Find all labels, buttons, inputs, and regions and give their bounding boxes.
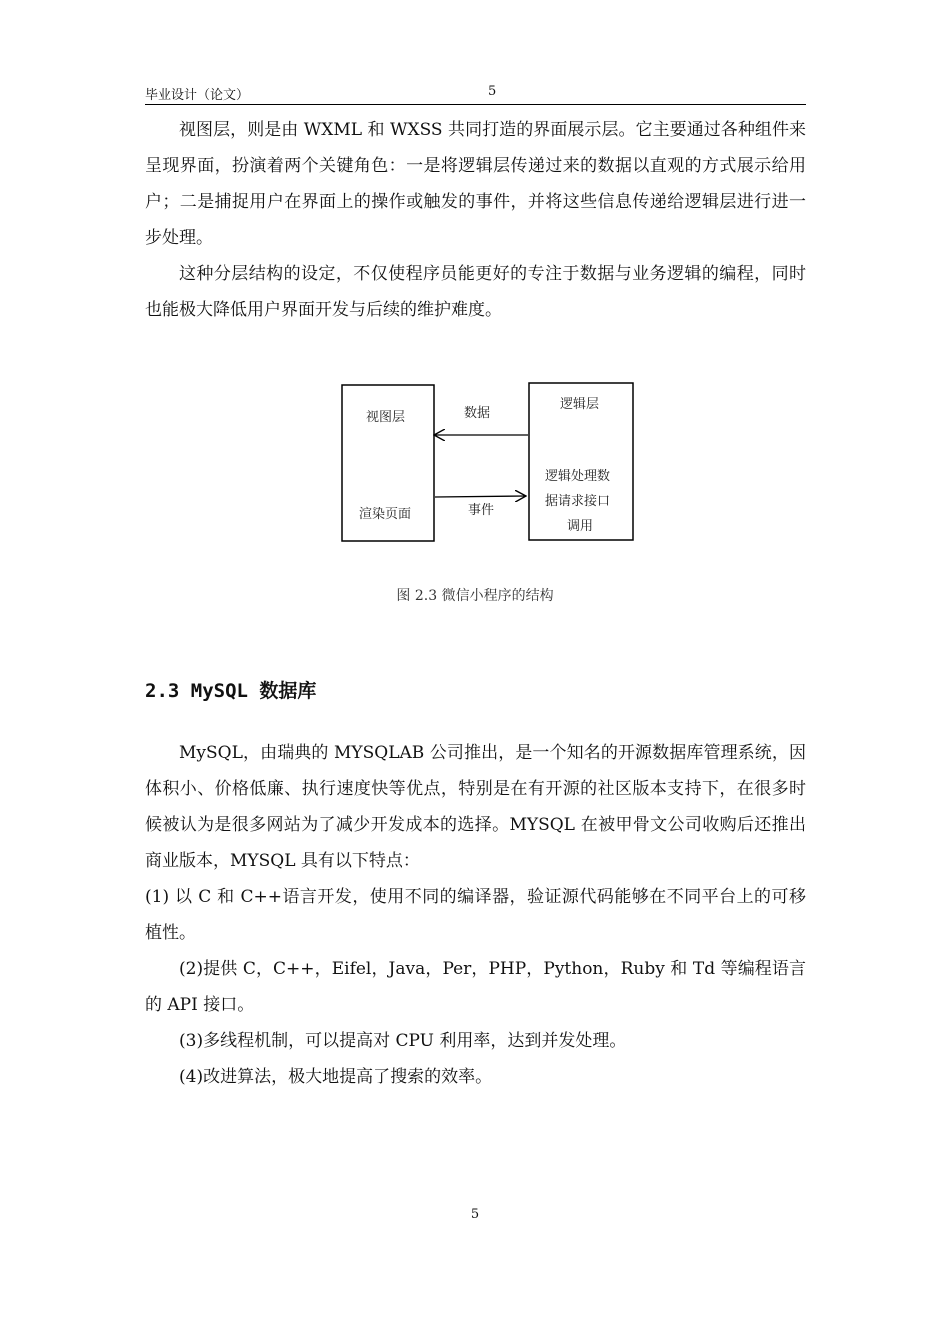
- logic-layer-line: 逻辑处理数: [545, 469, 611, 484]
- logic-layer-title: 逻辑层: [560, 397, 600, 412]
- paragraph-layered-structure: 这种分层结构的设定，不仅使程序员能更好的专注于数据与业务逻辑的编程，同时也能极大降低用户界面开发与后续的维护难度。: [145, 264, 806, 320]
- paragraph-feature-4: (4)改进算法，极大地提高了搜索的效率。: [179, 1067, 493, 1087]
- header-page-number: 5: [488, 84, 497, 99]
- view-layer-title: 视图层: [366, 410, 406, 425]
- footer-page-number: 5: [470, 1207, 480, 1222]
- figure-caption: 图 2.3 微信小程序的结构: [396, 588, 554, 604]
- view-layer-item: 渲染页面: [359, 507, 412, 522]
- paragraph-mysql-intro: MySQL，由瑞典的 MYSQLAB 公司推出，是一个知名的开源数据库管理系统，因体积小、价格低廉、执行速度快等优点，特别是在有开源的社区版本支持下，在很多时候被认为是很多网站为了减少开发成本的选择。MYSQL 在被甲骨文公司收购后还推出商业版本，MYSQL 具有以下特点：: [145, 743, 806, 871]
- diagram-svg: [0, 0, 950, 620]
- paragraph-feature-1: (1) 以 C 和 C++语言开发，使用不同的编译器，验证源代码能够在不同平台上的可移植性。: [145, 887, 806, 943]
- paragraph-feature-3: (3)多线程机制，可以提高对 CPU 利用率，达到并发处理。: [179, 1031, 627, 1051]
- arrow-event-label: 事件: [468, 503, 495, 518]
- paragraph-view-layer: 视图层，则是由 WXML 和 WXSS 共同打造的界面展示层。它主要通过各种组件来呈现界面，扮演着两个关键角色：一是将逻辑层传递过来的数据以直观的方式展示给用户；二是捕捉用户在界面上的操作或触发的事件，并将这些信息传递给逻辑层进行进一步处理。: [145, 120, 806, 248]
- header-title: 毕业设计（论文）: [145, 88, 250, 103]
- arrow-event: [435, 496, 526, 497]
- section-title: 2.3 MySQL 数据库: [145, 680, 317, 702]
- logic-layer-line: 据请求接口: [545, 494, 611, 509]
- body-bottom: [145, 735, 806, 1095]
- arrow-data-label: 数据: [464, 406, 491, 421]
- figure-miniprogram-structure: [0, 0, 950, 620]
- logic-layer-line: 调用: [567, 519, 594, 534]
- paragraph-feature-2: (2)提供 C，C++，Eifel，Java，Per，PHP，Python，Ruby 和 Td 等编程语言的 API 接口。: [145, 959, 806, 1015]
